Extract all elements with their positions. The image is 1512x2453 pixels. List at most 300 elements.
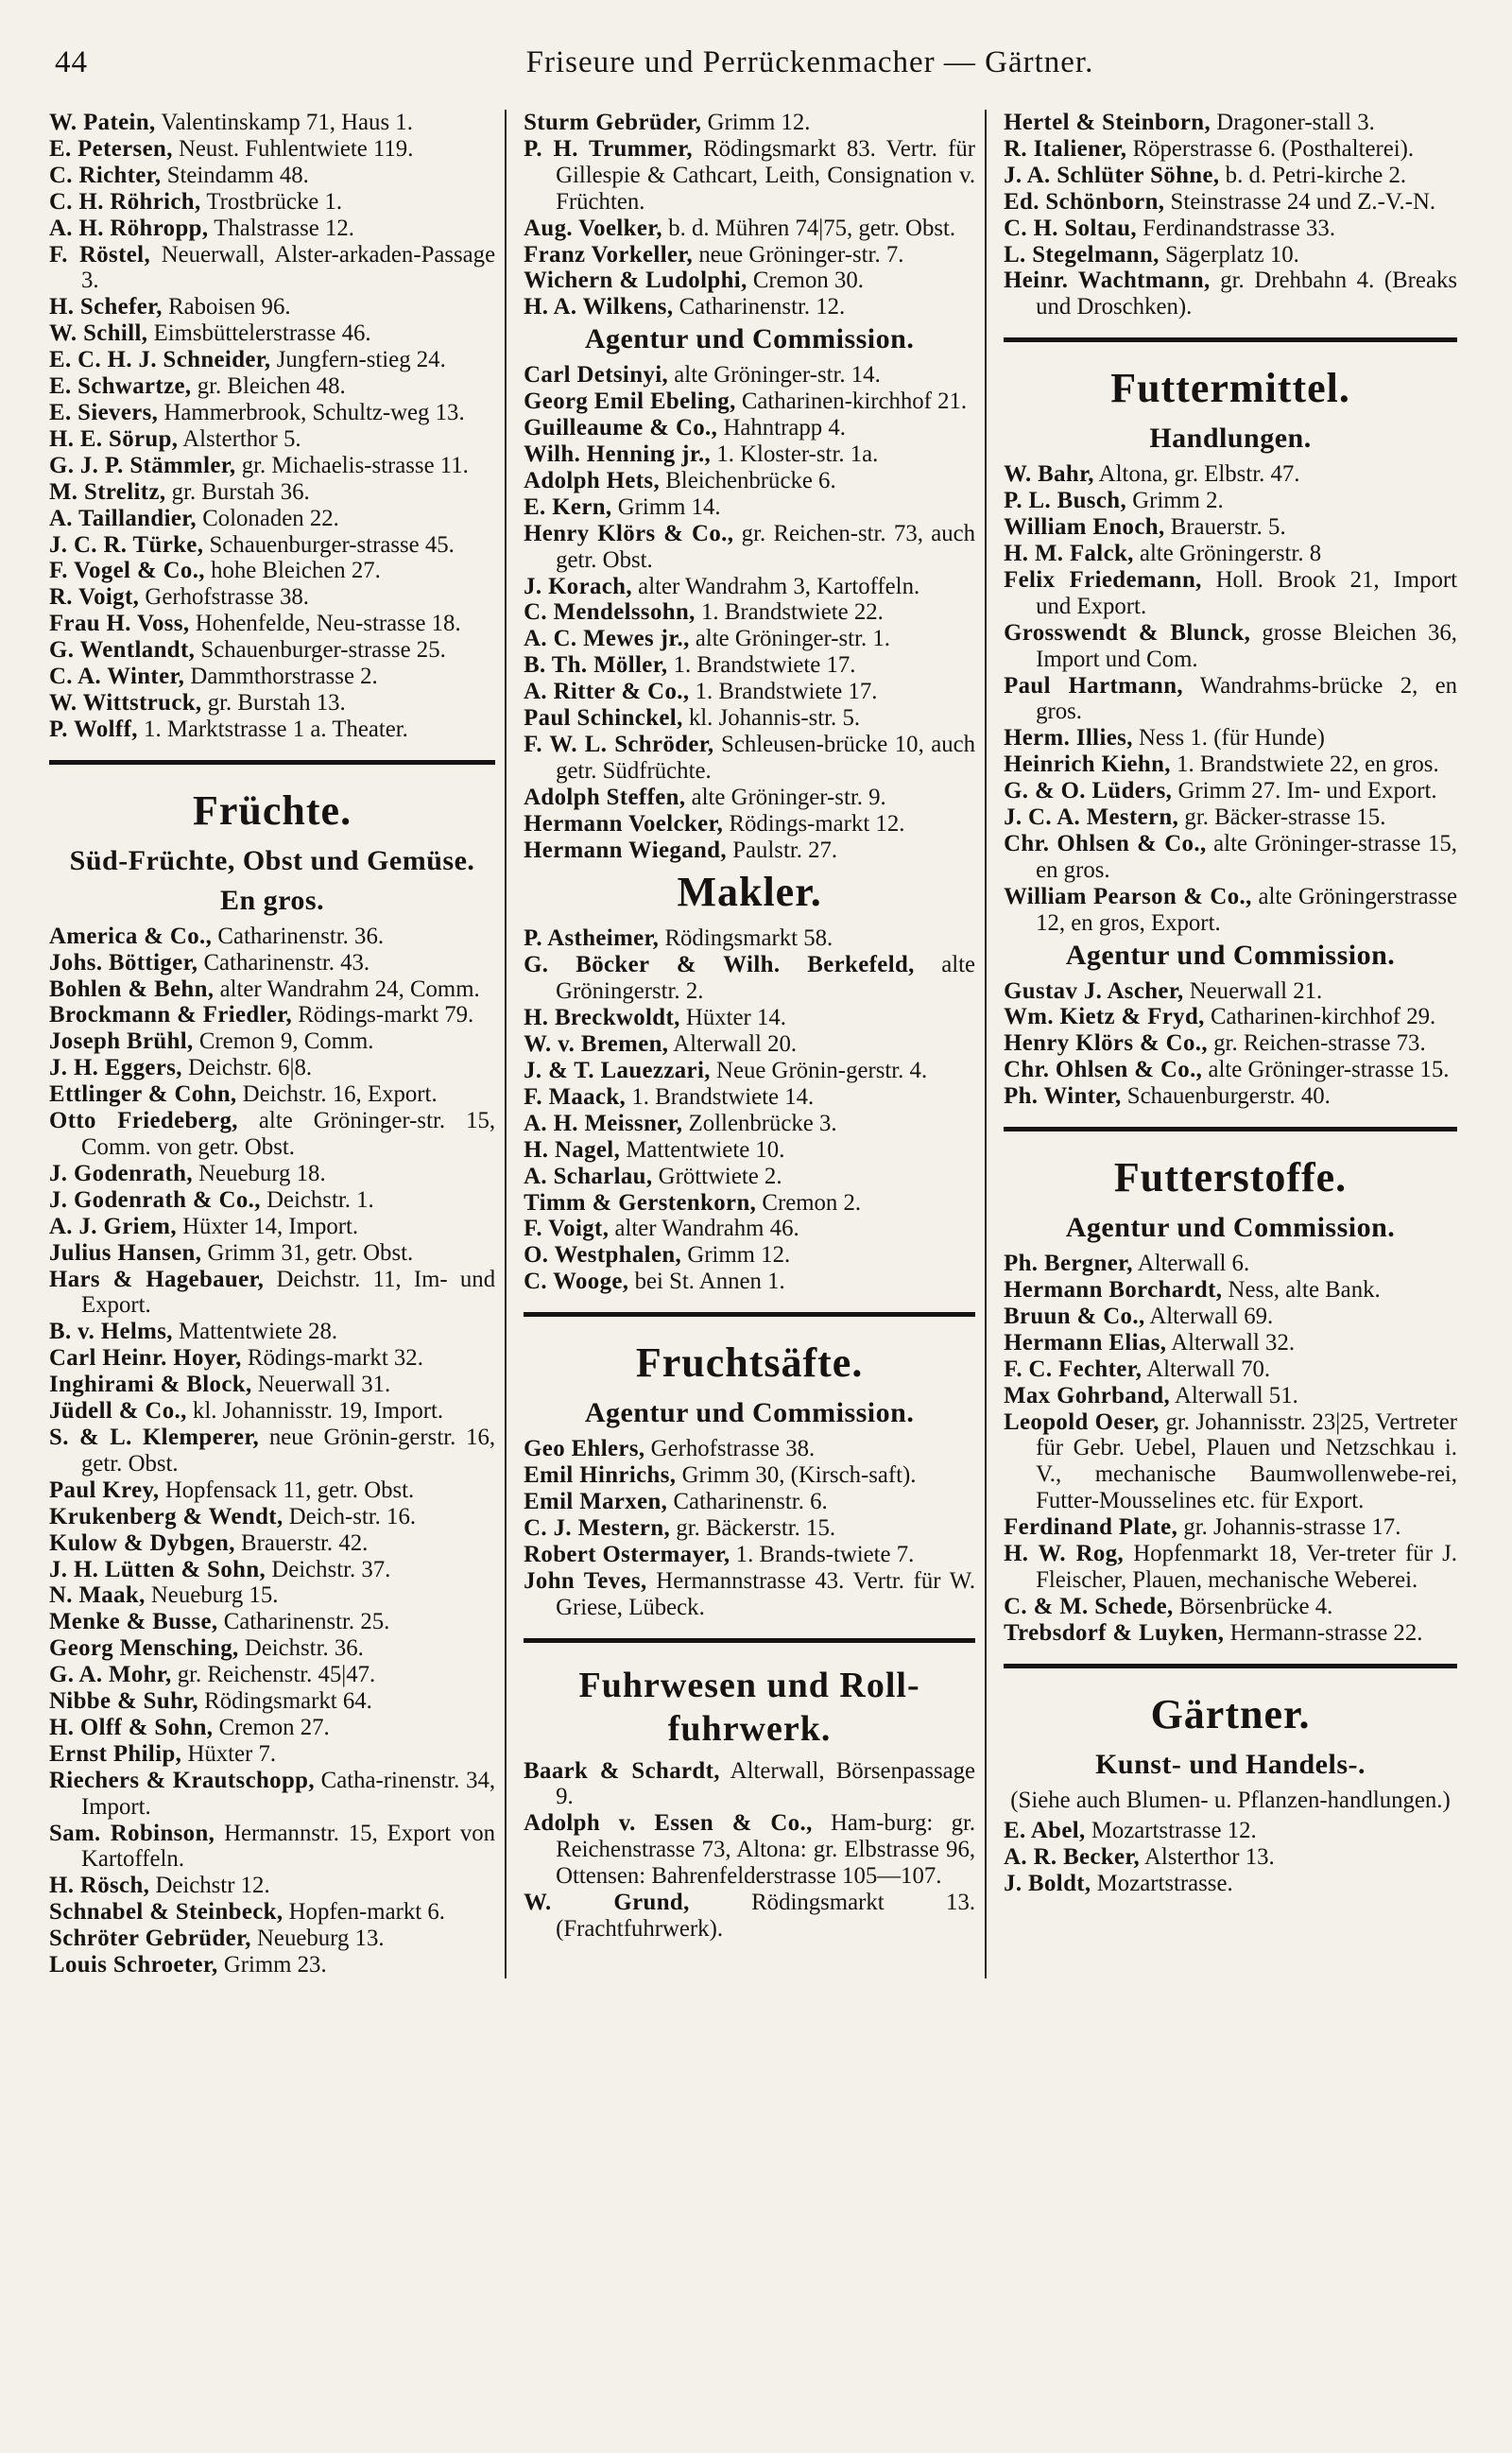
directory-entry: [524, 626, 975, 652]
entry-name: Hertel & Steinborn,: [1004, 110, 1211, 135]
entry-address: Catharinenstr. 6.: [667, 1488, 828, 1514]
entry-address: Hüxter 14, Import.: [176, 1213, 359, 1239]
entry-name: Georg Mensching,: [49, 1635, 239, 1662]
directory-entry: [49, 611, 495, 637]
directory-entry: [49, 1688, 495, 1715]
directory-entry: [49, 320, 495, 347]
entry-address: Cremon 30.: [747, 268, 864, 294]
directory-entry: [49, 1161, 495, 1187]
entry-name: F. W. L. Schröder,: [524, 731, 714, 757]
entry-name: Georg Emil Ebeling,: [524, 389, 736, 415]
entry-name: Gustav J. Ascher,: [1004, 977, 1184, 1004]
directory-entry: [1004, 1330, 1457, 1356]
entry-name: A. Scharlau,: [524, 1163, 653, 1189]
entry-address: Alsterthor 13.: [1140, 1843, 1275, 1870]
entry-address: Grimm 14.: [611, 493, 721, 520]
entry-name: H. Rösch,: [49, 1873, 150, 1899]
column-2: [524, 110, 987, 1978]
entry-name: Ph. Bergner,: [1004, 1251, 1133, 1277]
entry-address: Rödingsmarkt 64.: [198, 1688, 372, 1715]
directory-entry: [1004, 541, 1457, 567]
entry-name: W. Patein,: [49, 110, 156, 135]
directory-entry: [49, 1609, 495, 1635]
entry-address: alte Gröningerstr. 8: [1133, 540, 1322, 566]
entry-name: C. H. Soltau,: [1004, 215, 1137, 241]
entry-address: Deichstr 12.: [149, 1873, 270, 1899]
directory-entry: [1004, 1251, 1457, 1277]
entry-address: Jungfern-stieg 24.: [270, 347, 446, 373]
entry-address: gr. Bäckerstr. 15.: [670, 1514, 836, 1541]
directory-entry: [524, 362, 975, 389]
entry-name: J. A. Schlüter Söhne,: [1004, 162, 1220, 188]
entry-address: Cremon 2.: [756, 1189, 862, 1216]
directory-entry: [49, 924, 495, 950]
entry-name: E. Sievers,: [49, 399, 159, 425]
entry-name: H. E. Sörup,: [49, 425, 179, 452]
entry-name: Schröter Gebrüder,: [49, 1926, 251, 1952]
entry-address: Catharinenstr. 43.: [198, 949, 370, 976]
directory-entry: [524, 1137, 975, 1164]
entry-address: Börsenbrücke 4.: [1173, 1593, 1333, 1619]
directory-entry: [1004, 884, 1457, 937]
directory-entry: [49, 1425, 495, 1477]
directory-entry: [1004, 268, 1457, 320]
directory-entry: [49, 1002, 495, 1028]
entry-name: Max Gohrband,: [1004, 1382, 1171, 1408]
entry-address: grosse Bleichen 36, Import und Com.: [1036, 619, 1457, 672]
entry-address: Gröttwiete 2.: [652, 1163, 782, 1189]
section-subheading: Süd-Früchte, Obst und Gemüse.: [69, 844, 475, 876]
entry-name: A. R. Becker,: [1004, 1843, 1141, 1870]
section-subheading: Agentur und Commission.: [1065, 1212, 1396, 1244]
entry-name: J. Godenrath,: [49, 1160, 193, 1186]
directory-entry: [49, 479, 495, 506]
entry-address: Rödingsmarkt 58.: [659, 925, 833, 952]
entry-name: P. L. Busch,: [1004, 488, 1127, 514]
entry-address: hohe Bleichen 27.: [204, 558, 381, 584]
entry-name: E. Abel,: [1004, 1817, 1086, 1843]
directory-entry: [49, 1214, 495, 1240]
entry-address: alter Wandrahm 3, Kartoffeln.: [631, 573, 920, 599]
entry-name: B. v. Helms,: [49, 1319, 173, 1345]
directory-entry: [1004, 1871, 1457, 1897]
column-1: [49, 110, 507, 1978]
entry-name: Frau H. Voss,: [49, 611, 190, 637]
entry-address: Alsterthor 5.: [178, 425, 301, 452]
entry-name: Julius Hansen,: [49, 1239, 202, 1266]
entry-name: America & Co.,: [49, 923, 213, 949]
entry-name: Grosswendt & Blunck,: [1004, 619, 1251, 646]
directory-entry: [49, 1267, 495, 1320]
entry-name: H. Breckwoldt,: [524, 1005, 680, 1031]
entry-name: Chr. Ohlsen & Co.,: [1004, 830, 1207, 856]
directory-entry: [49, 1635, 495, 1662]
directory-entry: [49, 1530, 495, 1557]
entry-address: bei St. Annen 1.: [628, 1269, 785, 1295]
entry-name: G. A. Mohr,: [49, 1662, 172, 1688]
entry-name: Sturm Gebrüder,: [524, 110, 702, 135]
directory-entry: [49, 1821, 495, 1874]
entry-name: Ed. Schönborn,: [1004, 188, 1165, 215]
directory-entry: [49, 637, 495, 664]
entry-name: Ernst Philip,: [49, 1740, 182, 1767]
entry-address: Mozartstrasse 12.: [1085, 1817, 1257, 1843]
entry-address: b. d. Mühren 74|75, getr. Obst.: [662, 215, 956, 241]
section-heading: Futterstoffe.: [1113, 1154, 1348, 1201]
entry-name: J. Boldt,: [1004, 1870, 1091, 1896]
entry-name: H. Schefer,: [49, 294, 163, 320]
directory-entry: [524, 811, 975, 838]
entry-name: Johs. Böttiger,: [49, 949, 198, 976]
directory-entry: [1004, 804, 1457, 831]
entry-address: Neuerwall 31.: [251, 1372, 391, 1398]
entry-name: Riechers & Krautschopp,: [49, 1767, 315, 1793]
directory-entry: [1004, 1004, 1457, 1030]
directory-entry: [1004, 163, 1457, 189]
section-divider: [1004, 1127, 1457, 1131]
directory-entry: [49, 1662, 495, 1688]
directory-entry: [49, 664, 495, 690]
directory-entry: [524, 1810, 975, 1890]
entry-address: Schauenburgerstr. 40.: [1121, 1083, 1331, 1110]
section-heading: Fruchtsäfte.: [635, 1339, 864, 1387]
entry-address: Thalstrasse 12.: [208, 215, 354, 241]
directory-entry: [1004, 1818, 1457, 1844]
directory-entry: [524, 268, 975, 294]
directory-entry: [49, 1028, 495, 1055]
entry-name: Hermann Voelcker,: [524, 810, 724, 837]
directory-entry: [524, 1890, 975, 1943]
entry-address: 1. Brandstwiete 22.: [695, 599, 884, 626]
entry-name: William Pearson & Co.,: [1004, 883, 1252, 909]
entry-name: Adolph Hets,: [524, 467, 661, 493]
directory-entry: [49, 506, 495, 532]
entry-address: Wandrahms-brücke 2, en gros.: [1036, 672, 1457, 725]
directory-entry: [49, 294, 495, 320]
entry-address: 1. Brandstwiete 14.: [626, 1083, 815, 1110]
entry-address: Neueburg 15.: [145, 1582, 279, 1609]
directory-entry: [1004, 189, 1457, 216]
section-subheading: Agentur und Commission.: [1065, 939, 1396, 971]
entry-name: Heinr. Wachtmann,: [1004, 268, 1211, 294]
entry-address: Hopfensack 11, getr. Obst.: [159, 1477, 415, 1503]
section-note: (Siehe auch Blumen- u. Pflanzen-handlungen.): [1010, 1787, 1451, 1813]
directory-entry: [524, 1216, 975, 1242]
entry-name: J. Korach,: [524, 573, 632, 599]
entry-name: E. C. H. J. Schneider,: [49, 347, 271, 373]
directory-entry: [524, 468, 975, 494]
entry-name: Brockmann & Friedler,: [49, 1002, 293, 1028]
running-head: [49, 40, 1467, 96]
directory-entry: [524, 1164, 975, 1190]
directory-entry: [49, 1899, 495, 1926]
entry-name: Hars & Hagebauer,: [49, 1266, 265, 1292]
directory-entry: [524, 389, 975, 415]
directory-entry: [524, 574, 975, 600]
entry-address: gr. Burstah 36.: [165, 478, 310, 505]
entry-name: Louis Schroeter,: [49, 1952, 218, 1978]
entry-name: F. Voigt,: [524, 1216, 610, 1242]
entry-address: neue Grönin-gerstr. 16, getr. Obst.: [81, 1424, 496, 1477]
entry-address: Brauerstr. 42.: [234, 1529, 369, 1556]
entry-address: Hüxter 7.: [181, 1740, 277, 1767]
entry-address: alte Gröningerstr. 2.: [556, 952, 976, 1005]
directory-entry: [49, 1582, 495, 1609]
directory-entry: [524, 1515, 975, 1542]
entry-address: Alterwall 20.: [668, 1031, 798, 1058]
entry-name: E. Petersen,: [49, 135, 173, 162]
entry-name: E. Schwartze,: [49, 373, 192, 400]
entry-name: Paul Hartmann,: [1004, 672, 1183, 699]
entry-name: Krukenberg & Wendt,: [49, 1503, 284, 1529]
directory-entry: [524, 1758, 975, 1811]
directory-entry: [1004, 1277, 1457, 1304]
section-heading: Gärtner.: [1150, 1690, 1311, 1737]
directory-entry: [49, 1372, 495, 1398]
entry-name: G. Böcker & Wilh. Berkefeld,: [524, 952, 915, 978]
directory-entry: [524, 216, 975, 242]
entry-address: Deichstr. 1.: [260, 1186, 374, 1213]
entry-address: Alterwall 6.: [1132, 1251, 1250, 1277]
entry-name: F. C. Fechter,: [1004, 1356, 1143, 1382]
directory-entry: [1004, 1304, 1457, 1330]
directory-entry: [1004, 1356, 1457, 1383]
entry-address: Schauenburger-strasse 45.: [203, 531, 455, 558]
entry-address: Neueburg 13.: [250, 1926, 385, 1952]
directory-entry: [1004, 831, 1457, 884]
directory-entry: [524, 1005, 975, 1031]
entry-address: Holl. Brook 21, Import und Export.: [1036, 566, 1457, 619]
entry-name: W. Schill,: [49, 320, 148, 347]
entry-name: C. Richter,: [49, 162, 162, 188]
entry-name: Hermann Wiegand,: [524, 837, 728, 863]
columns: [49, 110, 1467, 1978]
directory-entry: [1004, 673, 1457, 726]
entry-name: Aug. Voelker,: [524, 215, 662, 241]
directory-entry: [49, 1926, 495, 1952]
entry-name: J. H. Eggers,: [49, 1055, 182, 1081]
entry-name: Timm & Gerstenkorn,: [524, 1189, 757, 1216]
entry-address: 1. Marktstrasse 1 a. Theater.: [137, 716, 408, 742]
section-divider: [1004, 337, 1457, 342]
directory-entry: [49, 216, 495, 242]
directory-entry: [524, 732, 975, 785]
entry-address: Neuerwall 21.: [1183, 977, 1323, 1004]
directory-entry: [49, 558, 495, 584]
entry-address: 1. Brands-twiete 7.: [730, 1541, 915, 1567]
entry-name: A. C. Mewes jr.,: [524, 626, 690, 652]
directory-entry: [1004, 514, 1457, 541]
page-number: 44: [55, 45, 88, 79]
section-divider: [49, 760, 495, 765]
entry-name: R. Voigt,: [49, 584, 140, 611]
entry-address: Ness, alte Bank.: [1222, 1277, 1381, 1303]
directory-entry: [1004, 1514, 1457, 1541]
entry-address: alte Gröninger-strasse 15, en gros.: [1036, 830, 1457, 883]
entry-address: Brauerstr. 5.: [1164, 514, 1286, 541]
entry-address: Rödings-markt 79.: [292, 1002, 474, 1028]
entry-address: Grimm 12.: [681, 1242, 791, 1269]
directory-entry: [1004, 461, 1457, 488]
directory-entry: [49, 373, 495, 400]
entry-address: Röperstrasse 6. (Posthalterei).: [1126, 135, 1415, 162]
entry-name: B. Th. Möller,: [524, 652, 668, 679]
directory-entry: [49, 532, 495, 559]
directory-entry: [49, 453, 495, 479]
entry-address: gr. Drehbahn 4. (Breaks und Droschken).: [1036, 268, 1457, 320]
directory-entry: [1004, 488, 1457, 514]
directory-entry: [49, 426, 495, 453]
entry-name: C. & M. Schede,: [1004, 1593, 1174, 1619]
entry-name: W. Grund,: [524, 1890, 690, 1916]
directory-entry: [49, 1055, 495, 1081]
entry-address: Steinstrasse 24 und Z.-V.-N.: [1164, 188, 1436, 215]
directory-entry: [49, 1873, 495, 1899]
entry-address: Rödings-markt 12.: [723, 810, 905, 837]
entry-address: Hermann-strasse 22.: [1224, 1619, 1423, 1646]
entry-address: kl. Johannisstr. 19, Import.: [186, 1398, 444, 1425]
entry-address: Grimm 30, (Kirsch-saft).: [676, 1462, 917, 1489]
directory-entry: [49, 1319, 495, 1345]
entry-name: H. W. Rog,: [1004, 1541, 1125, 1567]
directory-entry: [524, 294, 975, 320]
entry-address: Catharinenstr. 36.: [212, 923, 385, 949]
entry-address: 1. Brandstwiete 17.: [667, 652, 856, 679]
entry-address: Neuerwall, Alster-arkaden-Passage 3.: [81, 241, 496, 294]
directory-entry: [49, 110, 495, 136]
entry-name: Ph. Winter,: [1004, 1083, 1122, 1110]
entry-name: H. Nagel,: [524, 1136, 621, 1163]
directory-entry: [524, 925, 975, 952]
entry-address: Dammthorstrasse 2.: [184, 664, 378, 690]
entry-name: Geo Ehlers,: [524, 1436, 645, 1462]
directory-entry: [524, 1269, 975, 1295]
entry-address: Schleusen-brücke 10, auch getr. Südfrüchte.: [556, 731, 976, 784]
entry-name: A. H. Röhropp,: [49, 215, 209, 241]
directory-entry: [49, 1345, 495, 1372]
entry-address: Colonaden 22.: [197, 505, 339, 531]
entry-address: Mattentwiete 10.: [620, 1136, 785, 1163]
entry-name: G. J. P. Stämmler,: [49, 452, 236, 478]
directory-entry: [524, 1031, 975, 1058]
entry-name: Hermann Borchardt,: [1004, 1277, 1223, 1303]
entry-address: gr. Michaelis-strasse 11.: [235, 452, 469, 478]
entry-name: Wilh. Henning jr.,: [524, 441, 712, 467]
entry-name: William Enoch,: [1004, 514, 1165, 541]
directory-entry: [1004, 136, 1457, 163]
entry-name: Emil Hinrichs,: [524, 1462, 677, 1489]
directory-entry: [49, 717, 495, 743]
entry-name: A. Taillandier,: [49, 505, 197, 531]
entry-address: Deichstr. 16, Export.: [236, 1081, 438, 1108]
entry-address: Sägerplatz 10.: [1159, 241, 1299, 268]
directory-entry: [49, 690, 495, 717]
directory-entry: [49, 189, 495, 216]
entry-name: Inghirami & Block,: [49, 1372, 252, 1398]
entry-address: Rödingsmarkt 13. (Frachtfuhrwerk).: [556, 1890, 976, 1942]
directory-entry: [49, 136, 495, 163]
entry-name: Sam. Robinson,: [49, 1820, 215, 1846]
entry-address: Grimm 23.: [217, 1952, 327, 1978]
directory-entry: [49, 1398, 495, 1425]
entry-address: Hopfenmarkt 18, Ver-treter für J. Fleischer, Plauen, mechanische Weberei.: [1036, 1541, 1457, 1593]
entry-name: F. Maack,: [524, 1083, 627, 1110]
entry-name: Ettlinger & Cohn,: [49, 1081, 237, 1108]
directory-entry: [524, 679, 975, 705]
section-divider: [524, 1638, 975, 1643]
directory-entry: [1004, 1409, 1457, 1515]
section-divider: [1004, 1664, 1457, 1668]
entry-address: Grimm 31, getr. Obst.: [201, 1239, 414, 1266]
entry-name: Schnabel & Steinbeck,: [49, 1899, 284, 1926]
entry-name: P. Astheimer,: [524, 925, 660, 952]
entry-address: Neust. Fuhlentwiete 119.: [172, 135, 414, 162]
entry-name: C. Wooge,: [524, 1269, 629, 1295]
entry-address: Deichstr. 36.: [238, 1635, 364, 1662]
section-heading: Früchte.: [193, 786, 352, 834]
entry-name: Leopold Oeser,: [1004, 1408, 1160, 1435]
entry-name: N. Maak,: [49, 1582, 146, 1609]
entry-name: Baark & Schardt,: [524, 1757, 720, 1784]
entry-address: gr. Reichen-strasse 73.: [1207, 1030, 1426, 1057]
directory-entry: [524, 1489, 975, 1515]
entry-address: Mozartstrasse.: [1091, 1870, 1233, 1896]
directory-entry: [524, 1542, 975, 1568]
entry-name: Carl Heinr. Hoyer,: [49, 1345, 242, 1372]
entry-address: 1. Brandstwiete 17.: [689, 679, 878, 705]
entry-address: Hermannstr. 15, Export von Kartoffeln.: [81, 1820, 496, 1873]
entry-address: Schauenburger-strasse 25.: [195, 637, 446, 664]
entry-address: Zollenbrücke 3.: [682, 1110, 837, 1136]
entry-name: Paul Krey,: [49, 1477, 160, 1503]
entry-address: Hahntrapp 4.: [717, 415, 846, 441]
entry-address: gr. Burstah 13.: [201, 689, 346, 716]
entry-name: Chr. Ohlsen & Co.,: [1004, 1057, 1203, 1083]
directory-entry: [524, 242, 975, 268]
directory-entry: [1004, 1594, 1457, 1620]
entry-address: Bleichenbrücke 6.: [660, 467, 836, 493]
entry-name: C. Mendelssohn,: [524, 599, 696, 626]
entry-address: Deichstr. 6|8.: [181, 1055, 313, 1081]
entry-name: A. J. Griem,: [49, 1213, 177, 1239]
directory-entry: [1004, 567, 1457, 620]
entry-name: P. Wolff,: [49, 716, 138, 742]
entry-address: Trostbrücke 1.: [200, 188, 343, 215]
entry-address: Grimm 27. Im- und Export.: [1172, 778, 1437, 804]
directory-entry: [49, 1187, 495, 1214]
directory-entry: [1004, 978, 1457, 1005]
section-subheading: Kunst- und Handels-.: [1095, 1748, 1366, 1780]
entry-address: 1. Brandstwiete 22, en gros.: [1170, 751, 1439, 778]
entry-name: Henry Klörs & Co.,: [524, 520, 734, 546]
entry-name: C. A. Winter,: [49, 664, 185, 690]
entry-name: John Teves,: [524, 1567, 647, 1594]
directory-entry: [1004, 751, 1457, 778]
running-title: Friseure und Perrückenmacher — Gärtner.: [525, 45, 1094, 79]
entry-name: Wm. Kietz & Fryd,: [1004, 1004, 1205, 1030]
entry-name: Bruun & Co.,: [1004, 1303, 1145, 1329]
directory-entry: [49, 1240, 495, 1267]
entry-name: Carl Detsinyi,: [524, 362, 669, 389]
entry-name: H. Olff & Sohn,: [49, 1714, 214, 1740]
entry-address: Ness 1. (für Hunde): [1132, 725, 1325, 751]
entry-name: Adolph Steffen,: [524, 784, 686, 810]
entry-address: Catharinen-kirchhof 29.: [1204, 1004, 1436, 1030]
entry-address: Paulstr. 27.: [727, 837, 838, 863]
entry-name: M. Strelitz,: [49, 478, 166, 505]
entry-address: Altona, gr. Elbstr. 47.: [1093, 461, 1300, 488]
entry-name: J. C. R. Türke,: [49, 531, 204, 558]
